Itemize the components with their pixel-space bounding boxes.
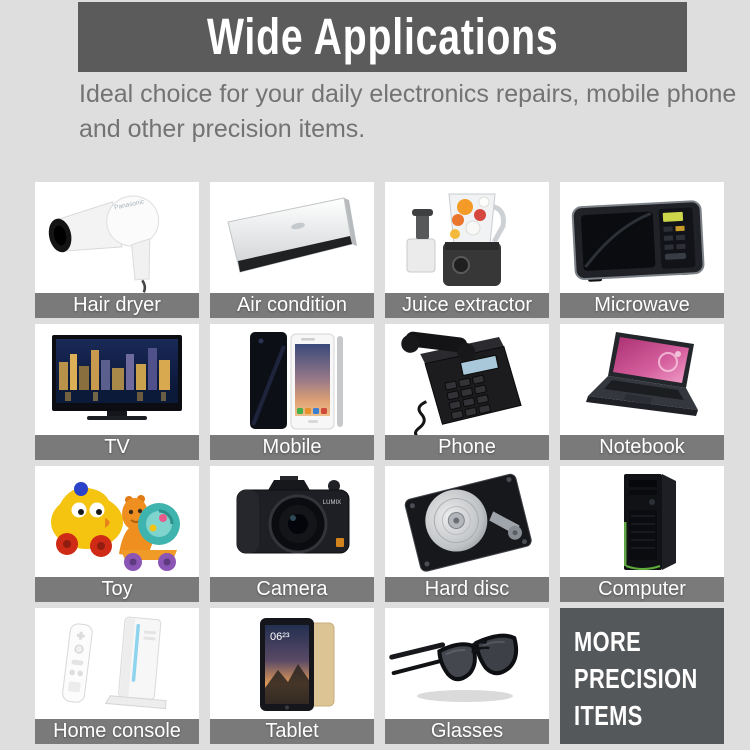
more-items-line: PRECISION [574,663,698,694]
air-conditioner-icon [210,182,374,293]
product-label: Tablet [210,719,374,744]
page-title: Wide Applications [206,8,559,66]
product-cell-camera [210,466,374,602]
product-cell-juice-extractor [385,182,549,318]
hard-disc-icon [385,466,549,577]
sunglasses-icon [385,608,549,719]
product-cell-hard-disc [385,466,549,602]
product-cell-phone [385,324,549,460]
product-cell-computer [560,466,724,602]
product-label: Home console [35,719,199,744]
computer-tower-icon [560,466,724,577]
product-label: Toy [35,577,199,602]
tv-icon [35,324,199,435]
product-label: TV [35,435,199,460]
product-label: Air condition [210,293,374,318]
juice-extractor-icon [385,182,549,293]
product-cell-microwave [560,182,724,318]
product-cell-toy [35,466,199,602]
product-cell-notebook [560,324,724,460]
product-label: Hair dryer [35,293,199,318]
product-label: Juice extractor [385,293,549,318]
more-items-block [560,608,724,744]
product-label: Camera [210,577,374,602]
product-cell-mobile [210,324,374,460]
product-cell-air-condition [210,182,374,318]
product-cell-tv [35,324,199,460]
mobile-phone-icon [210,324,374,435]
product-label: Phone [385,435,549,460]
hair-dryer-brand-text: Panasonic [113,198,145,212]
desk-phone-icon [385,324,549,435]
product-label: Computer [560,577,724,602]
product-label: Mobile [210,435,374,460]
more-items-line: MORE [574,626,642,657]
product-grid [35,182,724,744]
title-banner [78,2,687,72]
more-items-line: ITEMS [574,700,643,731]
product-label: Glasses [385,719,549,744]
hair-dryer-icon [35,182,199,293]
product-cell-home-console [35,608,199,744]
product-label: Microwave [560,293,724,318]
game-console-icon [35,608,199,719]
product-label: Notebook [560,435,724,460]
product-cell-glasses [385,608,549,744]
product-cell-hair-dryer [35,182,199,318]
camera-icon [210,466,374,577]
tablet-clock-text: 06²³ [270,631,290,643]
camera-brand-text: LUMIX [322,500,342,506]
page-subtitle: Ideal choice for your daily electronics repairs, mobile phone and other precision items. [79,80,737,143]
product-label: Hard disc [385,577,549,602]
microwave-icon [560,182,724,293]
tablet-icon [210,608,374,719]
notebook-icon [560,324,724,435]
toy-icon [35,466,199,577]
product-cell-tablet [210,608,374,744]
